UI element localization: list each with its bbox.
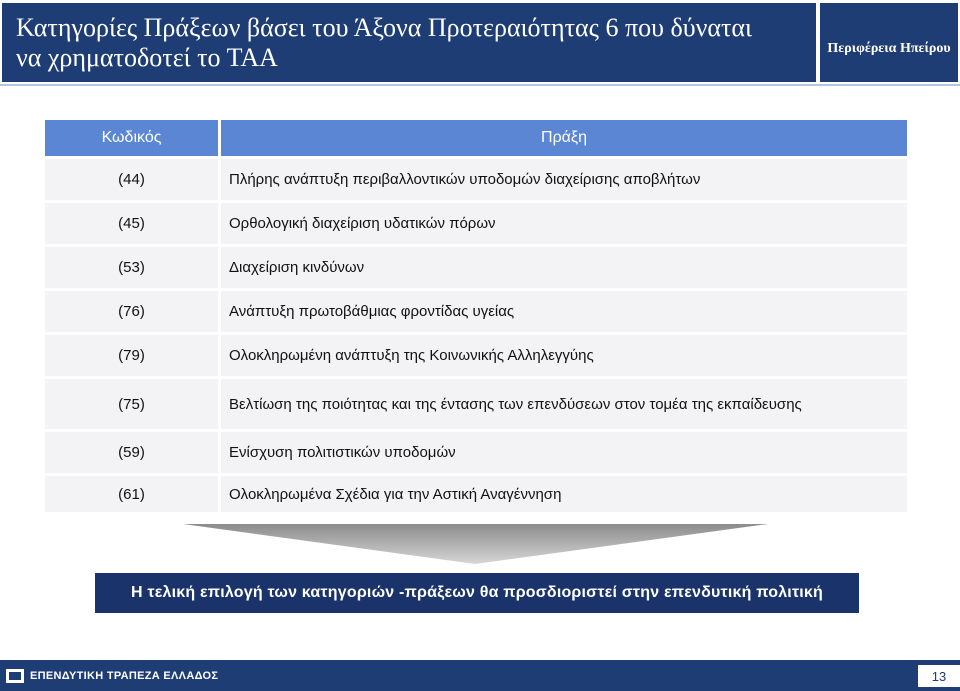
table-row xyxy=(45,159,907,200)
table-row xyxy=(45,203,907,244)
slide-footer xyxy=(0,660,960,691)
code-cell: (59) xyxy=(45,432,218,473)
final-note-text: Η τελική επιλογή των κατηγοριών -πράξεων θα προσδιοριστεί στην επενδυτική πολιτική xyxy=(130,584,824,601)
code-cell: (79) xyxy=(45,335,218,376)
table-header-row xyxy=(45,120,907,156)
table-row xyxy=(45,335,907,376)
code-cell: (53) xyxy=(45,247,218,288)
bank-logo xyxy=(6,666,218,686)
page-number: 13 xyxy=(918,665,960,687)
action-cell: Ανάπτυξη πρωτοβάθμιας φροντίδας υγείας xyxy=(221,291,907,332)
final-note-banner xyxy=(95,573,859,613)
code-cell: (61) xyxy=(45,476,218,512)
code-cell: (76) xyxy=(45,291,218,332)
bank-logo-icon xyxy=(6,669,24,683)
table-row xyxy=(45,379,907,429)
code-cell: (75) xyxy=(45,379,218,429)
code-column-header: Κωδικός xyxy=(45,120,218,156)
slide-title xyxy=(16,13,806,73)
region-panel xyxy=(820,3,958,82)
slide-title-line-2: να χρηματοδοτεί το ΤΑΑ xyxy=(16,43,278,72)
header-divider xyxy=(0,84,960,86)
down-arrow-shape xyxy=(183,524,768,564)
slide-header xyxy=(0,0,960,86)
code-cell: (44) xyxy=(45,159,218,200)
table-row xyxy=(45,432,907,473)
title-panel xyxy=(2,3,818,82)
table-row xyxy=(45,476,907,512)
action-column-header: Πράξη xyxy=(221,120,907,156)
action-cell: Πλήρης ανάπτυξη περιβαλλοντικών υποδομών διαχείρισης αποβλήτων xyxy=(221,159,907,200)
bank-logo-text: ΕΠΕΝΔΥΤΙΚΗ ΤΡΑΠΕΖΑ ΕΛΛΑΔΟΣ xyxy=(30,670,219,682)
table-row xyxy=(45,247,907,288)
slide-title-line-1: Κατηγορίες Πράξεων βάσει του Άξονα Προτεραιότητας 6 που δύναται xyxy=(16,13,753,42)
action-cell: Ορθολογική διαχείριση υδατικών πόρων xyxy=(221,203,907,244)
action-cell: Ενίσχυση πολιτιστικών υποδομών xyxy=(221,432,907,473)
region-label: Περιφέρεια Ηπείρου xyxy=(827,41,951,56)
action-cell: Ολοκληρωμένη ανάπτυξη της Κοινωνικής Αλληλεγγύης xyxy=(221,335,907,376)
action-cell: Βελτίωση της ποιότητας και της έντασης των επενδύσεων στον τομέα της εκπαίδευσης xyxy=(221,379,907,429)
table-row xyxy=(45,291,907,332)
arrow-triangle xyxy=(183,524,768,564)
code-cell: (45) xyxy=(45,203,218,244)
action-cell: Διαχείριση κινδύνων xyxy=(221,247,907,288)
action-cell: Ολοκληρωμένα Σχέδια για την Αστική Αναγέννηση xyxy=(221,476,907,512)
